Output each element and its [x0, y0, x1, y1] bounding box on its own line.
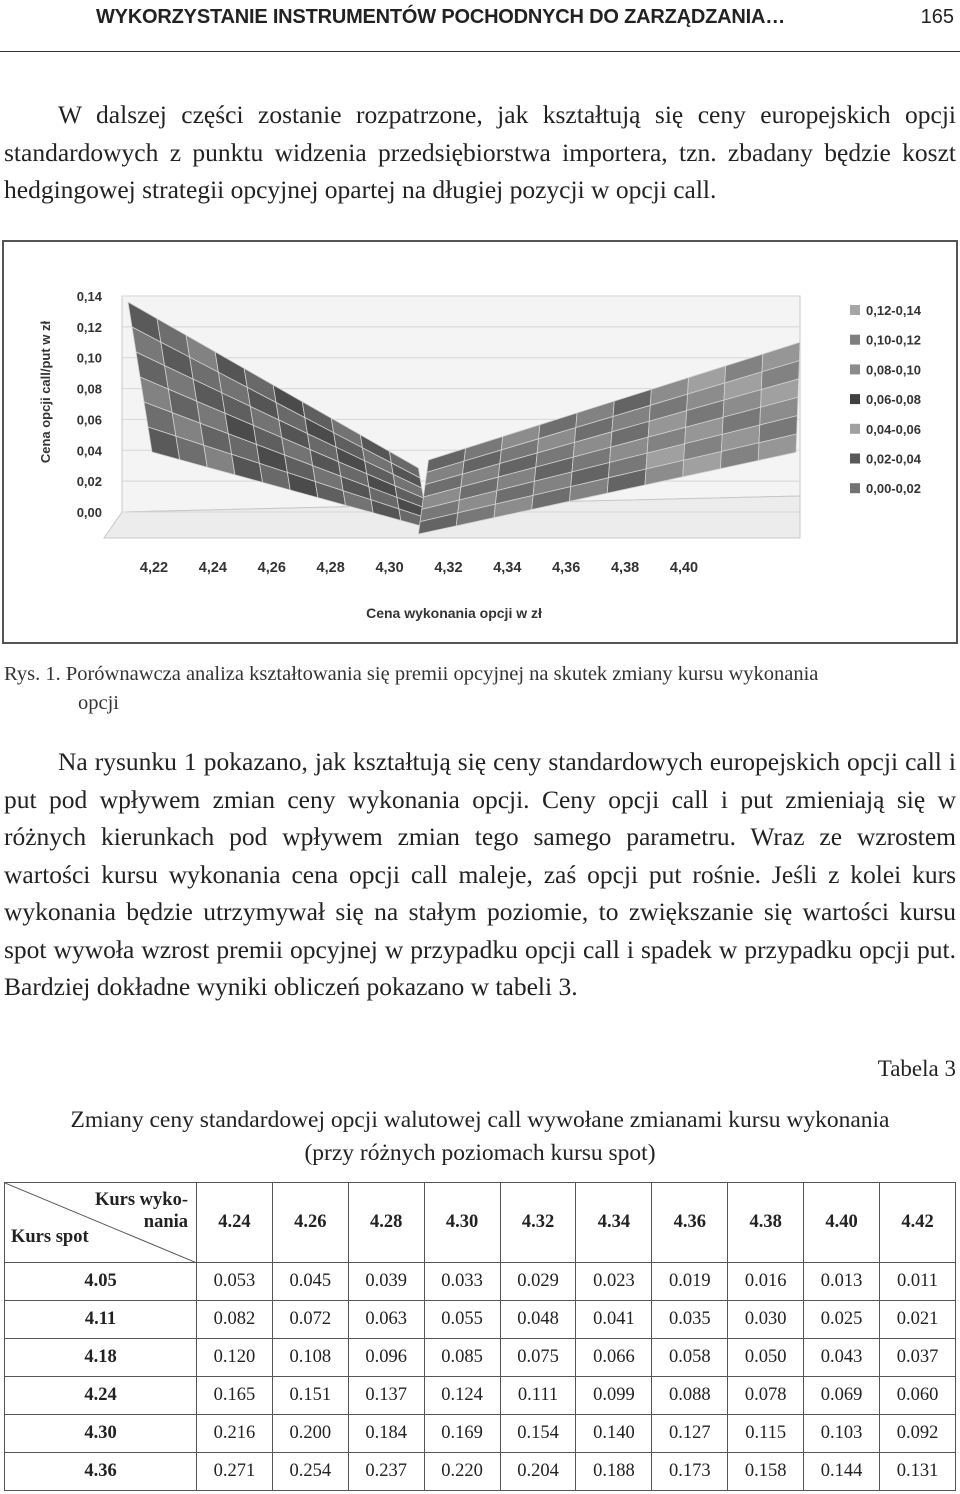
table-cell: 0.041	[576, 1301, 652, 1339]
table-cell: 0.069	[804, 1377, 880, 1415]
table-cell: 0.120	[197, 1339, 273, 1377]
table-row	[5, 1377, 956, 1415]
table-cell: 0.158	[728, 1453, 804, 1491]
legend-swatch	[850, 394, 860, 404]
legend-swatch	[850, 335, 860, 345]
row-header: 4.36	[5, 1453, 197, 1491]
column-header: 4.26	[272, 1183, 348, 1263]
legend-label: 0,00-0,02	[866, 481, 921, 497]
table-cell: 0.035	[652, 1301, 728, 1339]
row-header: 4.11	[5, 1301, 197, 1339]
x-tick-label: 4,24	[198, 560, 228, 576]
legend-label: 0,06-0,08	[866, 392, 921, 408]
table-cell: 0.075	[500, 1339, 576, 1377]
legend-label: 0,12-0,14	[866, 303, 921, 318]
table-cell: 0.271	[197, 1453, 273, 1491]
column-header: 4.42	[880, 1183, 956, 1263]
table-cell: 0.013	[804, 1263, 880, 1301]
column-header: 4.24	[197, 1183, 273, 1263]
y-axis-label: Cena opcji call/put w zł	[38, 320, 53, 464]
table-row	[5, 1415, 956, 1453]
x-axis-label: Cena wykonania opcji w zł	[366, 605, 542, 621]
figure-surface-chart	[2, 240, 958, 644]
table-row	[5, 1301, 956, 1339]
corner-spot-label: Kurs spot	[11, 1227, 89, 1247]
corner-strike-label-line2: nania	[143, 1212, 188, 1232]
x-tick-label: 4,28	[316, 560, 345, 576]
table-cell: 0.016	[728, 1263, 804, 1301]
data-table	[4, 1182, 956, 1491]
row-header: 4.30	[5, 1415, 197, 1453]
table-cell: 0.111	[500, 1377, 576, 1415]
table-cell: 0.103	[804, 1415, 880, 1453]
legend-swatch	[850, 454, 860, 464]
table-cell: 0.140	[576, 1415, 652, 1453]
table-cell: 0.173	[652, 1453, 728, 1491]
table-cell: 0.092	[880, 1415, 956, 1453]
table-cell: 0.055	[424, 1301, 500, 1339]
table-label: Tabela 3	[877, 1056, 956, 1081]
table-row	[5, 1263, 956, 1301]
column-header: 4.40	[804, 1183, 880, 1263]
table-cell: 0.124	[424, 1377, 500, 1415]
table-cell: 0.058	[652, 1339, 728, 1377]
y-tick-label: 0,04	[76, 443, 102, 459]
table-cell: 0.085	[424, 1339, 500, 1377]
x-tick-label: 4,26	[257, 560, 286, 576]
x-tick-label: 4,32	[434, 560, 463, 576]
table-cell: 0.151	[272, 1377, 348, 1415]
table-cell: 0.045	[272, 1263, 348, 1301]
running-header-title: WYKORZYSTANIE INSTRUMENTÓW POCHODNYCH DO ZARZĄDZANIA…	[96, 6, 785, 28]
table-corner-cell	[5, 1183, 197, 1263]
y-tick-label: 0,02	[76, 474, 102, 490]
x-tick-label: 4,34	[493, 560, 522, 576]
table-cell: 0.021	[880, 1301, 956, 1339]
legend-label: 0,10-0,12	[866, 332, 921, 348]
y-tick-label: 0,12	[76, 319, 102, 335]
table-cell: 0.025	[804, 1301, 880, 1339]
y-tick-labels	[77, 289, 103, 520]
table-cell: 0.039	[348, 1263, 424, 1301]
intro-paragraph	[4, 96, 956, 209]
table-cell: 0.030	[728, 1301, 804, 1339]
table-cell: 0.204	[500, 1453, 576, 1491]
surface-chart	[4, 242, 956, 642]
table-cell: 0.184	[348, 1415, 424, 1453]
page-number: 165	[920, 6, 954, 28]
table-cell: 0.033	[424, 1263, 500, 1301]
table-body	[5, 1263, 956, 1491]
y-tick-label: 0,14	[76, 289, 102, 304]
figure-caption	[4, 660, 956, 718]
table-header-row	[5, 1183, 956, 1263]
table-cell: 0.108	[272, 1339, 348, 1377]
table-cell: 0.154	[500, 1415, 576, 1453]
table-title-line1: Zmiany ceny standardowej opcji walutowej call wywołane zmianami kursu wykonania	[70, 1107, 890, 1133]
table-row	[5, 1453, 956, 1491]
figure-caption-line1: Rys. 1. Porównawcza analiza kształtowania się premii opcyjnej na skutek zmiany kursu wykonania	[4, 663, 819, 685]
table-cell: 0.078	[728, 1377, 804, 1415]
table-cell: 0.063	[348, 1301, 424, 1339]
y-tick-label: 0,10	[76, 350, 102, 366]
corner-strike-label-line1: Kurs wyko-	[94, 1190, 188, 1210]
legend-swatch	[850, 424, 860, 434]
row-header: 4.18	[5, 1339, 197, 1377]
table-cell: 0.060	[880, 1377, 956, 1415]
legend-label: 0,02-0,04	[866, 451, 921, 467]
column-header: 4.36	[652, 1183, 728, 1263]
table-cell: 0.220	[424, 1453, 500, 1491]
body-paragraph	[4, 743, 956, 1006]
chart-legend	[850, 303, 922, 496]
table-cell: 0.165	[197, 1377, 273, 1415]
table-cell: 0.011	[880, 1263, 956, 1301]
column-header: 4.32	[500, 1183, 576, 1263]
table-cell: 0.072	[272, 1301, 348, 1339]
table-cell: 0.254	[272, 1453, 348, 1491]
table-cell: 0.082	[197, 1301, 273, 1339]
table-cell: 0.188	[576, 1453, 652, 1491]
table-cell: 0.019	[652, 1263, 728, 1301]
y-tick-label: 0,08	[76, 381, 102, 397]
row-header: 4.05	[5, 1263, 197, 1301]
y-tick-label: 0,06	[76, 412, 102, 428]
table-cell: 0.088	[652, 1377, 728, 1415]
corner-strike-label	[95, 1189, 188, 1233]
table-cell: 0.066	[576, 1339, 652, 1377]
body-paragraph-text: Na rysunku 1 pokazano, jak kształtują się ceny standardowych europejskich opcji call i put pod wpływem zmian ceny wykonania opcji. Ceny opcji call i put zmieniają się w różnych kierunkach pod wpływem zmian tego samego parametru. Wraz ze wzrostem wartości kursu wykonania cena opcji call maleje, zaś opcji put rośnie. Jeśli z kolei kurs wykonania będzie utrzymywał się na stałym poziomie, to zwiększanie się wartości kursu spot wywoła wzrost premii opcyjnej w przypadku opcji call i spadek w przypadku opcji put. Bardziej dokładne wyniki obliczeń pokazano w tabeli 3.	[4, 747, 956, 1001]
table-cell: 0.144	[804, 1453, 880, 1491]
table-title-line2: (przy różnych poziomach kursu spot)	[304, 1140, 656, 1166]
column-header: 4.28	[348, 1183, 424, 1263]
legend-label: 0,08-0,10	[866, 362, 921, 378]
x-tick-label: 4,36	[552, 560, 581, 576]
table-cell: 0.200	[272, 1415, 348, 1453]
table-cell: 0.037	[880, 1339, 956, 1377]
table-cell: 0.137	[348, 1377, 424, 1415]
intro-paragraph-text: W dalszej części zostanie rozpatrzone, jak kształtują się ceny europejskich opcji standardowych z punktu widzenia przedsiębiorstwa importera, tzn. zbadany będzie koszt hedgingowej strategii opcyjnej opartej na długiej pozycji w opcji call.	[4, 100, 956, 204]
table-cell: 0.029	[500, 1263, 576, 1301]
table-cell: 0.127	[652, 1415, 728, 1453]
table-cell: 0.115	[728, 1415, 804, 1453]
legend-label: 0,04-0,06	[866, 421, 921, 437]
table-cell: 0.237	[348, 1453, 424, 1491]
table-cell: 0.053	[197, 1263, 273, 1301]
x-tick-label: 4,22	[139, 560, 169, 576]
column-header: 4.38	[728, 1183, 804, 1263]
x-tick-labels	[140, 560, 698, 576]
column-header: 4.30	[424, 1183, 500, 1263]
row-header: 4.24	[5, 1377, 197, 1415]
table-cell: 0.099	[576, 1377, 652, 1415]
table-cell: 0.169	[424, 1415, 500, 1453]
table-cell: 0.023	[576, 1263, 652, 1301]
table-title	[0, 1104, 960, 1170]
table-cell: 0.043	[804, 1339, 880, 1377]
x-tick-label: 4,38	[610, 560, 640, 576]
table-row	[5, 1339, 956, 1377]
legend-swatch	[850, 483, 860, 493]
x-tick-label: 4,30	[375, 560, 404, 576]
column-header: 4.34	[576, 1183, 652, 1263]
table-cell: 0.048	[500, 1301, 576, 1339]
y-tick-label: 0,00	[76, 505, 102, 520]
running-header	[0, 0, 960, 52]
legend-swatch	[850, 364, 860, 374]
x-tick-label: 4,40	[669, 560, 699, 576]
figure-caption-line2: opcji	[78, 692, 119, 714]
table-cell: 0.096	[348, 1339, 424, 1377]
table-cell: 0.216	[197, 1415, 273, 1453]
legend-swatch	[850, 305, 860, 315]
table-cell: 0.050	[728, 1339, 804, 1377]
table-cell: 0.131	[880, 1453, 956, 1491]
